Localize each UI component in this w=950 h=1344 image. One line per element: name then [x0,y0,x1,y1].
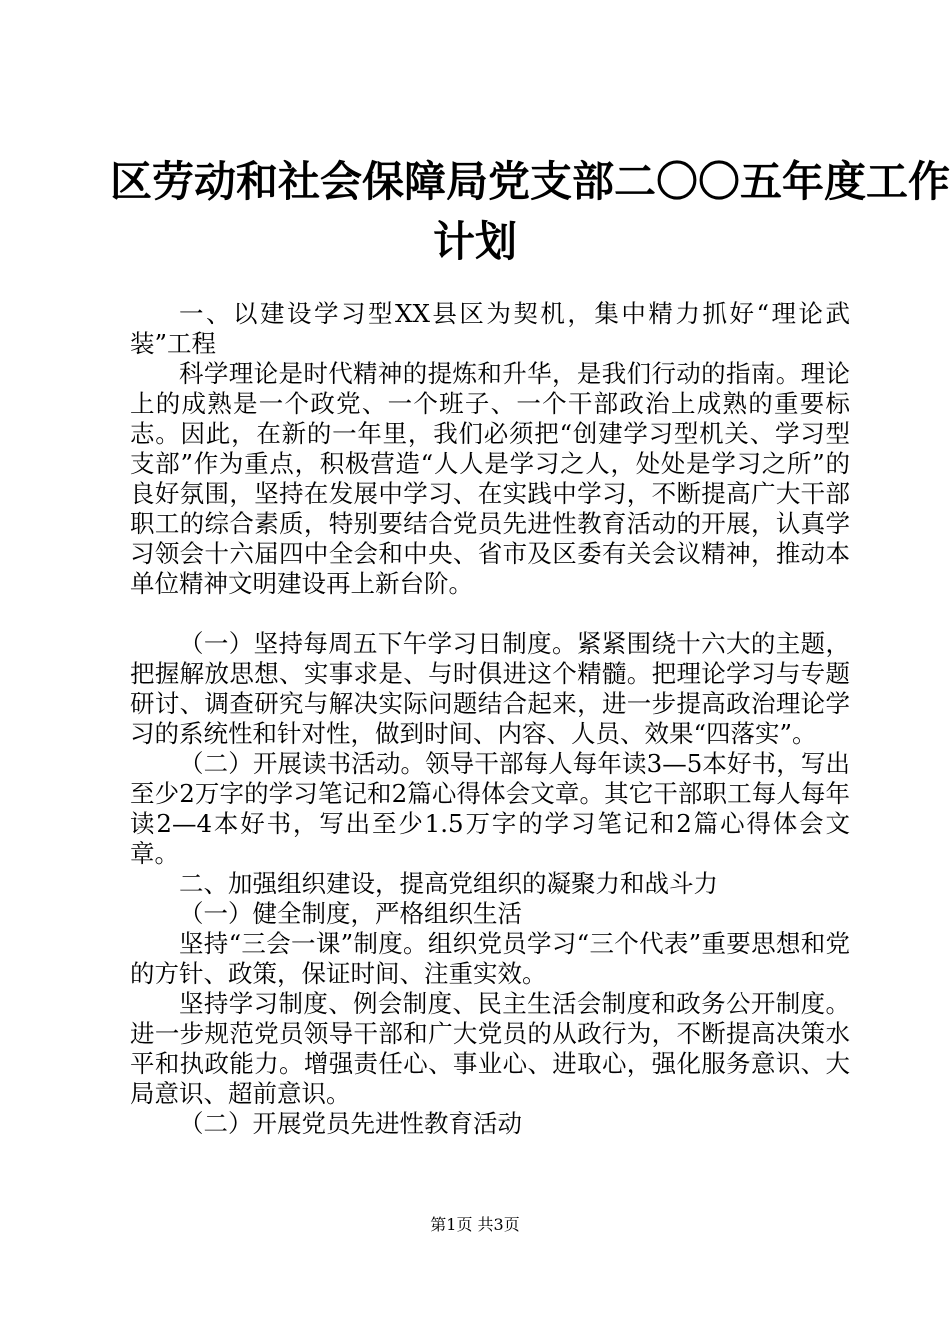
document-title-line-1: 区劳动和社会保障局党支部二〇〇五年度工作 [110,157,950,206]
body-paragraph: （一）坚持每周五下午学习日制度。紧紧围绕十六大的主题，把握解放思想、实事求是、与时俱进这个精髓。把理论学习与专题研讨、调查研究与解决实际问题结合起来，进一步提高政治理论学习的系统性和针对性，做到时间、内容、人员、效果“四落实”。 [130,629,850,748]
subsection-heading: （一）健全制度，严格组织生活 [179,899,522,928]
section-heading-1: 一、以建设学习型XX县区为契机，集中精力抓好“理论武装”工程 [130,299,850,358]
body-paragraph: （二）开展读书活动。领导干部每人每年读3—5本好书，写出至少2万字的学习笔记和2篇心得体会文章。其它干部职工每人每年读2—4本好书，写出至少1.5万字的学习笔记和2篇心得体会文章。 [130,749,850,868]
body-paragraph: 坚持“三会一课”制度。组织党员学习“三个代表”重要思想和党的方针、政策，保证时间、注重实效。 [130,929,850,988]
paragraph-gap [130,599,850,629]
document-title-line-2: 计划 [432,217,517,266]
page-footer: 第1页 共3页 [430,1215,520,1234]
body-paragraph: 坚持学习制度、例会制度、民主生活会制度和政务公开制度。进一步规范党员领导干部和广大党员的从政行为，不断提高决策水平和执政能力。增强责任心、事业心、进取心，强化服务意识、大局意识、超前意识。 [130,989,850,1108]
section-heading-2: 二、加强组织建设，提高党组织的凝聚力和战斗力 [179,869,718,898]
subsection-heading: （二）开展党员先进性教育活动 [179,1109,522,1138]
body-paragraph: 科学理论是时代精神的提炼和升华，是我们行动的指南。理论上的成熟是一个政党、一个班子、一个干部政治上成熟的重要标志。因此，在新的一年里，我们必须把“创建学习型机关、学习型支部”作为重点，积极营造“人人是学习之人，处处是学习之所”的良好氛围，坚持在发展中学习、在实践中学习，不断提高广大干部职工的综合素质，特别要结合党员先进性教育活动的开展，认真学习领会十六届四中全会和中央、省市及区委有关会议精神，推动本单位精神文明建设再上新台阶。 [130,359,850,598]
document-body [130,299,850,1139]
